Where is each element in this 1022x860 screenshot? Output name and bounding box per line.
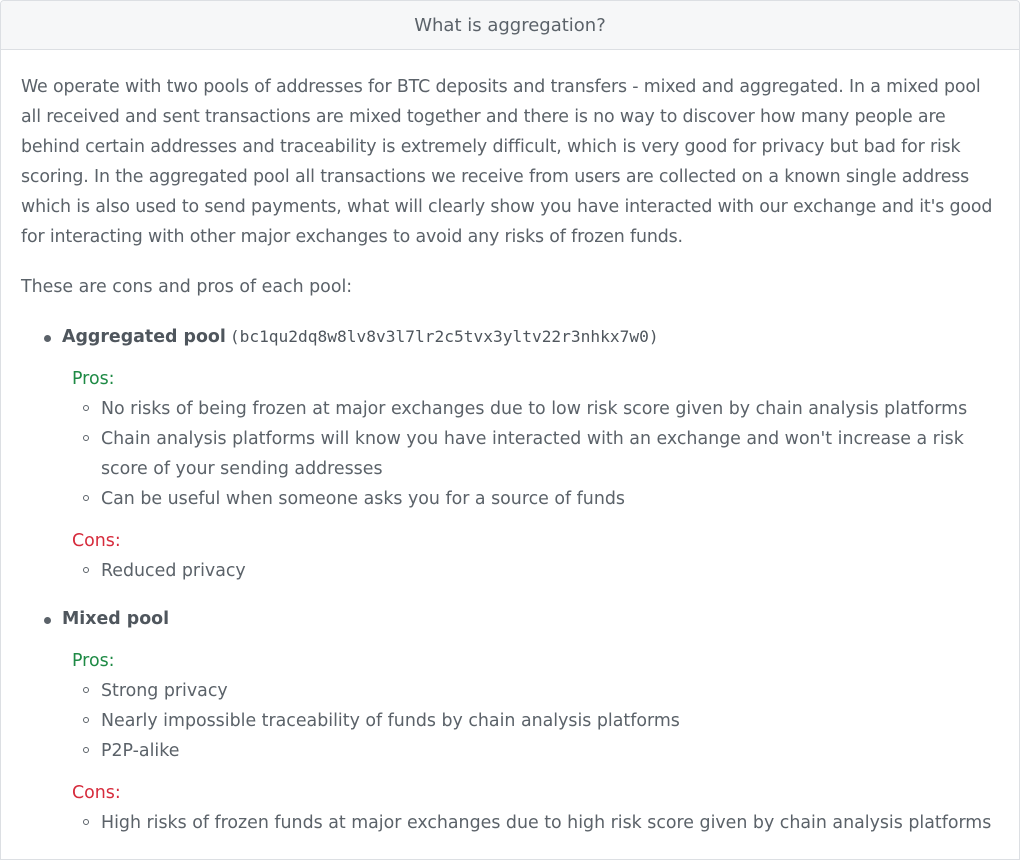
- bullet-circle-icon: [83, 819, 89, 825]
- list-item: [101, 706, 999, 736]
- intro-paragraph: We operate with two pools of addresses for BTC deposits and transfers - mixed and aggregated. In a mixed pool all received and sent transactions are mixed together and there is no way to discover how many people are behind certain addresses and traceability is extremely difficult, which is very good for privacy but bad for risk scoring. In the aggregated pool all transactions we receive from users are collected on a known single address which is also used to send payments, what will clearly show you have interacted with our exchange and it's good for interacting with other major exchanges to avoid any risks of frozen funds.: [21, 77, 993, 247]
- list-item: [101, 394, 999, 424]
- card-body: [1, 50, 1019, 838]
- list-item: [101, 484, 999, 514]
- pros-section: [62, 364, 999, 514]
- bullet-dot-icon: [44, 335, 51, 342]
- pros-label: Pros:: [72, 369, 115, 389]
- bullet-circle-icon: [83, 687, 89, 693]
- list-item-text: Can be useful when someone asks you for a source of funds: [101, 489, 625, 509]
- list-item-text: No risks of being frozen at major exchanges due to low risk score given by chain analysis platforms: [101, 399, 968, 419]
- pool-item-mixed: [21, 604, 999, 838]
- list-item-text: High risks of frozen funds at major exchanges due to high risk score given by chain analysis platforms: [101, 813, 992, 833]
- bullet-circle-icon: [83, 495, 89, 501]
- list-item: [101, 676, 999, 706]
- cons-list: [62, 556, 999, 586]
- list-item: [101, 808, 999, 838]
- bullet-circle-icon: [83, 717, 89, 723]
- pros-list: [62, 676, 999, 766]
- bullet-circle-icon: [83, 405, 89, 411]
- list-item-text: Strong privacy: [101, 681, 228, 701]
- bullet-circle-icon: [83, 747, 89, 753]
- bullet-circle-icon: [83, 567, 89, 573]
- pool-title: Mixed pool: [62, 609, 170, 629]
- list-item-text: Reduced privacy: [101, 561, 246, 581]
- list-item-text: Chain analysis platforms will know you have interacted with an exchange and won't increase a risk score of your sending addresses: [101, 429, 964, 479]
- cons-label: Cons:: [72, 783, 121, 803]
- list-item-text: P2P-alike: [101, 741, 180, 761]
- pool-list: [21, 322, 999, 838]
- cons-label: Cons:: [72, 531, 121, 551]
- pros-list: [62, 394, 999, 514]
- card-header: [1, 1, 1019, 50]
- cons-section: [62, 778, 999, 838]
- list-item: [101, 424, 999, 484]
- card-title: What is aggregation?: [414, 14, 606, 36]
- cons-section: [62, 526, 999, 586]
- list-item: [101, 556, 999, 586]
- pros-label: Pros:: [72, 651, 115, 671]
- pool-item-aggregated: [21, 322, 999, 586]
- bullet-circle-icon: [83, 435, 89, 441]
- pool-address: (bc1qu2dq8w8lv8v3l7lr2c5tvx3yltv22r3nhkx7w0): [229, 327, 659, 346]
- pros-section: [62, 646, 999, 766]
- list-item-text: Nearly impossible traceability of funds by chain analysis platforms: [101, 711, 680, 731]
- cons-list: [62, 808, 999, 838]
- pool-title: Aggregated pool: [62, 327, 226, 347]
- bullet-dot-icon: [44, 617, 51, 624]
- list-item: [101, 736, 999, 766]
- subintro-paragraph: These are cons and pros of each pool:: [21, 277, 353, 297]
